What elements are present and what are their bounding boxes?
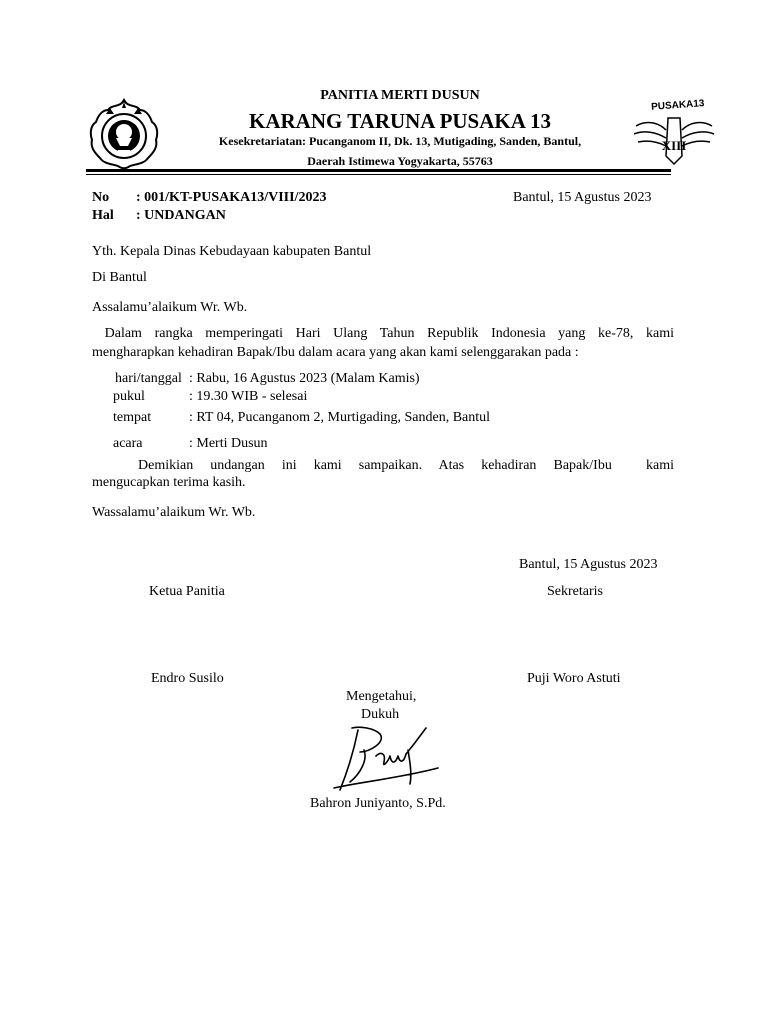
hal-label: Hal (92, 208, 114, 223)
no-value: : 001/KT-PUSAKA13/VIII/2023 (136, 190, 327, 205)
detail-value: : RT 04, Pucanganom 2, Murtigading, Sanden, Bantul (189, 410, 491, 425)
handwritten-signature (330, 722, 440, 794)
letterhead-address-line2: Daerah Istimewa Yogyakarta, 55763 (307, 154, 493, 168)
letterhead-address-line1: Kesekretariatan: Pucanganom II, Dk. 13, Mutigading, Sanden, Bantul, (218, 134, 582, 148)
acknowledge-line1: Mengetahui, (346, 689, 417, 704)
body-paragraph-line2: mengharapkan kehadiran Bapak/Ibu dalam acara yang akan kami selenggarakan pada : (92, 345, 579, 360)
closing-line2: mengucapkan terima kasih. (92, 475, 246, 490)
letter-date: Bantul, 15 Agustus 2023 (513, 190, 652, 205)
detail-value: : Merti Dusun (189, 436, 268, 451)
letterhead-rule-thin (86, 174, 671, 175)
recipient-line2: Di Bantul (92, 270, 147, 285)
letterhead-rule-thick (86, 169, 671, 172)
right-signatory-role: Sekretaris (547, 584, 603, 599)
detail-value: : Rabu, 16 Agustus 2023 (Malam Kamis) (189, 371, 420, 386)
recipient-line1: Yth. Kepala Dinas Kebudayaan kabupaten Bantul (92, 244, 372, 259)
acknowledge-line2: Dukuh (361, 707, 400, 722)
detail-label: hari/tanggal (115, 371, 182, 386)
body-paragraph-line1: Dalam rangka memperingati Hari Ulang Tahun Republik Indonesia yang ke-78, kami (92, 326, 674, 341)
left-signatory-name: Endro Susilo (151, 671, 224, 686)
detail-label: pukul (113, 389, 145, 404)
detail-label: tempat (113, 410, 152, 425)
detail-label: acara (113, 436, 143, 451)
greeting: Assalamu’alaikum Wr. Wb. (92, 300, 248, 315)
letterhead-title: KARANG TARUNA PUSAKA 13 (249, 109, 551, 133)
no-label: No (92, 190, 110, 205)
signature-date: Bantul, 15 Agustus 2023 (519, 557, 658, 572)
closing-line1: Demikian undangan ini kami sampaikan. Atas kehadiran Bapak/Ibu kami (138, 458, 674, 473)
letterhead-org: PANITIA MERTI DUSUN (320, 88, 480, 103)
hal-value: : UNDANGAN (136, 208, 226, 223)
acknowledge-name: Bahron Juniyanto, S.Pd. (310, 796, 446, 811)
farewell: Wassalamu’alaikum Wr. Wb. (92, 505, 256, 520)
left-signatory-role: Ketua Panitia (149, 584, 225, 599)
logo-numeral: XIII (661, 138, 687, 153)
right-signatory-name: Puji Woro Astuti (527, 671, 621, 686)
logo-text: PUSAKA13 (650, 98, 705, 113)
detail-value: : 19.30 WIB - selesai (189, 389, 308, 404)
